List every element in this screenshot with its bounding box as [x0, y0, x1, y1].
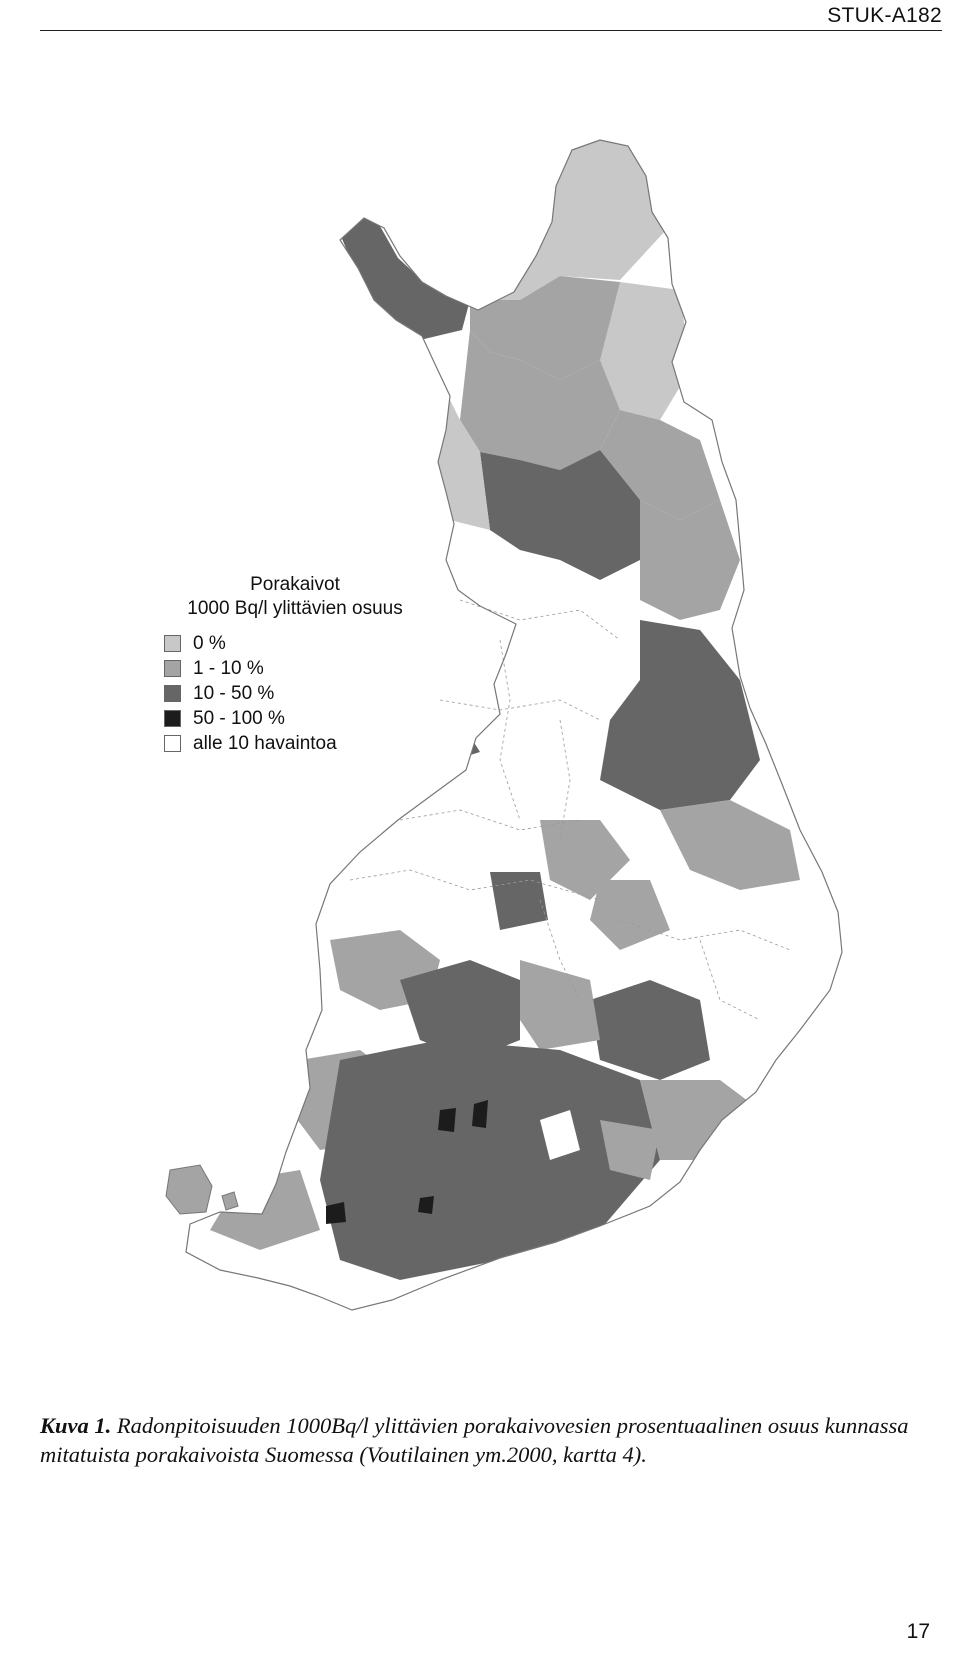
legend-swatch — [164, 710, 181, 727]
legend-label: 0 % — [193, 632, 226, 654]
legend-item-under-10-obs — [164, 731, 460, 756]
legend-item-10-50-percent — [164, 681, 460, 706]
legend-swatch — [164, 735, 181, 752]
legend-label: alle 10 havaintoa — [193, 732, 337, 754]
legend-label: 1 - 10 % — [193, 657, 264, 679]
legend-items — [164, 631, 460, 756]
legend-label: 50 - 100 % — [193, 707, 285, 729]
region-aland-islands-small — [222, 1192, 238, 1210]
legend-swatch — [164, 635, 181, 652]
legend-subtitle: 1000 Bq/l ylittävien osuus — [187, 598, 403, 619]
page-number: 17 — [906, 1620, 930, 1643]
caption-text: Radonpitoisuuden 1000Bq/l ylittävien porakaivovesien prosentuaalinen osuus kunnassa mitatuista porakaivoista Suomessa (Voutilainen ym.2000, kartta 4). — [40, 1413, 909, 1467]
legend-item-50-100-percent — [164, 706, 460, 731]
map-legend — [140, 573, 460, 756]
region-south-high-1 — [438, 1108, 456, 1132]
region-central-dark — [490, 872, 548, 930]
legend-swatch — [164, 660, 181, 677]
legend-item-1-10-percent — [164, 656, 460, 681]
legend-swatch — [164, 685, 181, 702]
legend-title: Porakaivot — [250, 574, 340, 595]
report-code: STUK-A182 — [827, 4, 942, 27]
legend-item-0-percent — [164, 631, 460, 656]
legend-label: 10 - 50 % — [193, 682, 275, 704]
region-south-high-3 — [418, 1196, 434, 1214]
figure-caption — [40, 1412, 920, 1469]
caption-label: Kuva 1. — [40, 1413, 112, 1438]
region-aland-islands — [166, 1165, 212, 1214]
region-south-high-2 — [472, 1100, 488, 1128]
